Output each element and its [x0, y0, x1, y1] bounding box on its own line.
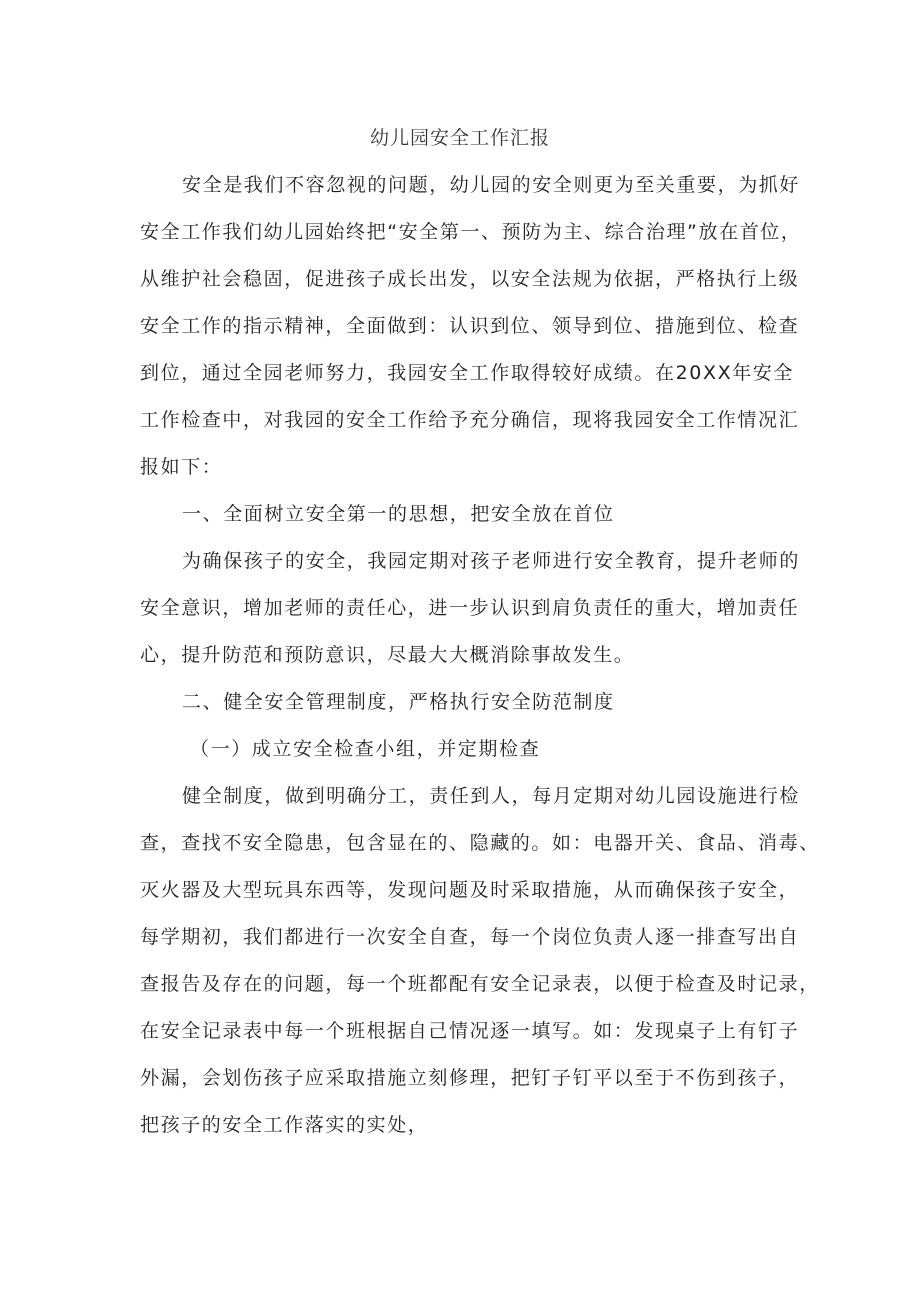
paragraph-line: 安全意识，增加老师的责任心，进一步认识到肩负责任的重大，增加责任 [140, 597, 800, 619]
paragraph-line: 到位，通过全园老师努力，我园安全工作取得较好成绩。在20XX年安全 [140, 362, 795, 384]
paragraph-line: 安全工作我们幼儿园始终把“安全第一、预防为主、综合治理”放在首位， [140, 221, 802, 243]
paragraph-line: 报如下： [140, 456, 223, 478]
paragraph-line: 健全制度，做到明确分工，责任到人，每月定期对幼儿园设施进行检 [182, 785, 801, 807]
paragraph-line: 安全工作的指示精神，全面做到：认识到位、领导到位、措施到位、检查 [140, 315, 800, 337]
paragraph-line: 从维护社会稳固，促进孩子成长出发，以安全法规为依据，严格执行上级 [140, 268, 800, 290]
paragraph-line: 心，提升防范和预防意识，尽最大大概消除事故发生。 [140, 644, 635, 666]
paragraph-line: 每学期初，我们都进行一次安全自查，每一个岗位负责人逐一排查写出自 [140, 926, 800, 948]
paragraph-line: 在安全记录表中每一个班根据自己情况逐一填写。如：发现桌子上有钉子 [140, 1020, 800, 1042]
section-heading: 二、健全安全管理制度，严格执行安全防范制度 [182, 691, 615, 713]
paragraph-line: 工作检查中，对我园的安全工作给予充分确信，现将我园安全工作情况汇 [140, 409, 800, 431]
paragraph-line: 查，查找不安全隐患，包含显在的、隐藏的。如：电器开关、食品、消毒、 [140, 832, 820, 854]
subsection-heading: （一）成立安全检查小组，并定期检查 [190, 738, 541, 760]
paragraph-line: 安全是我们不容忽视的问题，幼儿园的安全则更为至关重要，为抓好 [182, 174, 801, 196]
paragraph-line: 外漏，会划伤孩子应采取措施立刻修理，把钉子钉平以至于不伤到孩子， [140, 1067, 800, 1089]
paragraph-line: 灭火器及大型玩具东西等，发现问题及时采取措施，从而确保孩子安全， [140, 879, 800, 901]
paragraph-line: 查报告及存在的问题，每一个班都配有安全记录表，以便于检查及时记录， [140, 973, 820, 995]
document-title: 幼儿园安全工作汇报 [369, 127, 550, 149]
paragraph-line: 把孩子的安全工作落实的实处， [140, 1114, 429, 1136]
section-heading: 一、全面树立安全第一的思想，把安全放在首位 [182, 503, 615, 525]
document-body [140, 162, 820, 1149]
paragraph-line: 为确保孩子的安全，我园定期对孩子老师进行安全教育，提升老师的 [182, 550, 801, 572]
